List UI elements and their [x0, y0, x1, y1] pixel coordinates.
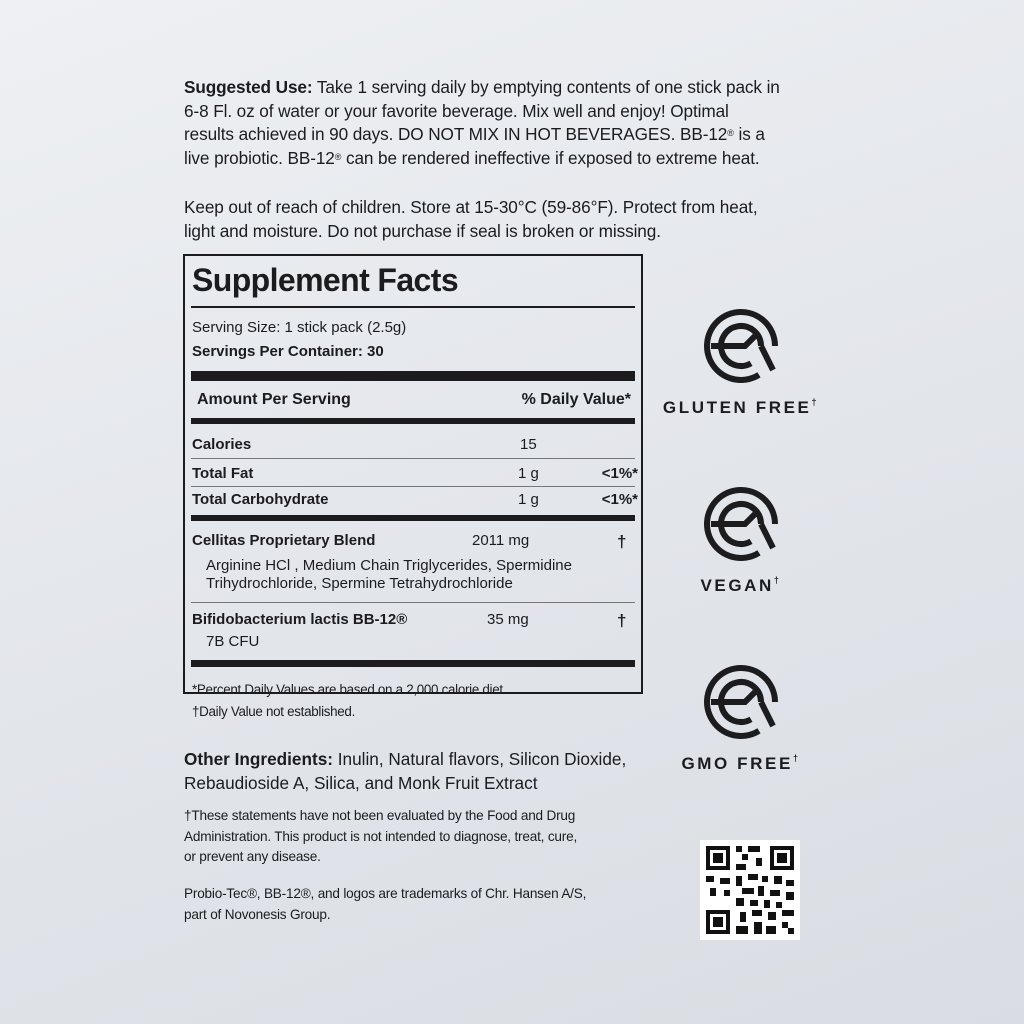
- gmo-free-label: GMO FREE: [681, 754, 793, 773]
- other-ingredients-label: Other Ingredients:: [184, 749, 333, 769]
- total-carbohydrate-amount: 1 g: [518, 491, 539, 508]
- registered-mark: ®: [334, 151, 342, 162]
- suggested-use-line2: 6-8 Fl. oz of water or your favorite beverage. Mix well and enjoy! Optimal: [184, 100, 729, 121]
- storage-paragraph: [184, 196, 844, 243]
- footnote-dv-not-established: †Daily Value not established.: [192, 704, 356, 719]
- badge-dagger: †: [792, 753, 801, 763]
- total-fat-dv: <1%*: [601, 465, 638, 482]
- fda-disclaimer: [184, 806, 604, 868]
- suggested-use-line4b: can be rendered ineffective if exposed to extreme heat.: [341, 147, 760, 168]
- brand-ring-icon: [701, 484, 781, 564]
- row-divider: [191, 486, 635, 487]
- disclaimer-line3: or prevent any disease.: [184, 849, 321, 864]
- total-carbohydrate-label: Total Carbohydrate: [192, 491, 329, 508]
- storage-line1: Keep out of reach of children. Store at 15-30°C (59-86°F). Protect from heat,: [184, 197, 758, 217]
- total-carbohydrate-dv: <1%*: [601, 491, 638, 508]
- divider: [191, 306, 635, 308]
- badge-dagger: †: [811, 397, 820, 407]
- daily-value-header: % Daily Value*: [521, 391, 631, 408]
- proprietary-blend-ingredients-line2: Trihydrochloride, Spermine Tetrahydrochloride: [206, 575, 513, 592]
- other-ingredients-line1: Inulin, Natural flavors, Silicon Dioxide,: [332, 749, 627, 769]
- proprietary-blend-ingredients-line1: Arginine HCl , Medium Chain Triglycerides, Spermidine: [206, 557, 572, 574]
- trademark-line2: part of Novonesis Group.: [184, 906, 331, 922]
- proprietary-blend-amount: 2011 mg: [472, 532, 530, 549]
- serving-size: Serving Size: 1 stick pack (2.5g): [192, 319, 407, 336]
- suggested-use-label: Suggested Use:: [184, 77, 313, 97]
- calories-amount: 15: [520, 436, 537, 453]
- suggested-use-line3b: is a: [733, 124, 765, 145]
- supplement-facts-title: Supplement Facts: [192, 262, 459, 298]
- row-divider: [191, 458, 635, 459]
- row-divider: [191, 602, 635, 603]
- disclaimer-line2: Administration. This product is not intended to diagnose, treat, cure,: [184, 828, 578, 844]
- qr-code-icon: [700, 840, 800, 940]
- medium-divider: [191, 515, 635, 521]
- bifidobacterium-dagger: †: [617, 611, 627, 630]
- qr-code[interactable]: [700, 840, 800, 940]
- suggested-use-line1: Take 1 serving daily by emptying contents of one stick pack in: [312, 77, 780, 97]
- brand-ring-icon: [701, 306, 781, 386]
- proprietary-blend-label: Cellitas Proprietary Blend: [192, 532, 376, 549]
- registered-mark: ®: [727, 128, 734, 139]
- calories-label: Calories: [192, 436, 252, 453]
- gluten-free-label: GLUTEN FREE: [662, 398, 812, 417]
- disclaimer-line1: †These statements have not been evaluated by the Food and Drug: [184, 808, 576, 823]
- servings-per-container: Servings Per Container: 30: [192, 343, 384, 360]
- total-fat-amount: 1 g: [518, 465, 539, 482]
- vegan-badge: [651, 484, 831, 596]
- trademark-line1: Probio-Tec®, BB-12®, and logos are trademarks of Chr. Hansen A/S,: [184, 886, 587, 901]
- supplement-facts-panel: [183, 254, 643, 719]
- bifidobacterium-cfu: 7B CFU: [206, 633, 260, 650]
- footnote-percent-daily: *Percent Daily Values are based on a 2,000 calorie diet.: [192, 682, 507, 697]
- suggested-use-line4a: live probiotic. BB-12: [184, 147, 335, 168]
- other-ingredients-line2: Rebaudioside A, Silica, and Monk Fruit Extract: [184, 772, 538, 793]
- trademark-notice: [184, 884, 604, 925]
- thick-divider: [191, 660, 635, 667]
- total-fat-label: Total Fat: [192, 465, 254, 482]
- brand-ring-icon: [701, 662, 781, 742]
- gmo-free-badge: [651, 662, 831, 774]
- storage-line2: light and moisture. Do not purchase if seal is broken or missing.: [184, 220, 661, 241]
- bifidobacterium-label: Bifidobacterium lactis BB-12®: [192, 611, 408, 628]
- other-ingredients: [184, 748, 654, 795]
- proprietary-blend-dagger: †: [617, 532, 627, 551]
- medium-divider: [191, 418, 635, 424]
- badge-dagger: †: [773, 575, 782, 585]
- suggested-use-line3a: results achieved in 90 days. DO NOT MIX IN HOT BEVERAGES. BB-12: [184, 124, 728, 145]
- gluten-free-badge: [651, 306, 831, 418]
- amount-per-serving-header: Amount Per Serving: [197, 391, 351, 408]
- suggested-use-paragraph: [184, 76, 844, 170]
- thick-divider: [191, 371, 635, 381]
- vegan-label: VEGAN: [700, 576, 774, 595]
- bifidobacterium-amount: 35 mg: [487, 611, 529, 628]
